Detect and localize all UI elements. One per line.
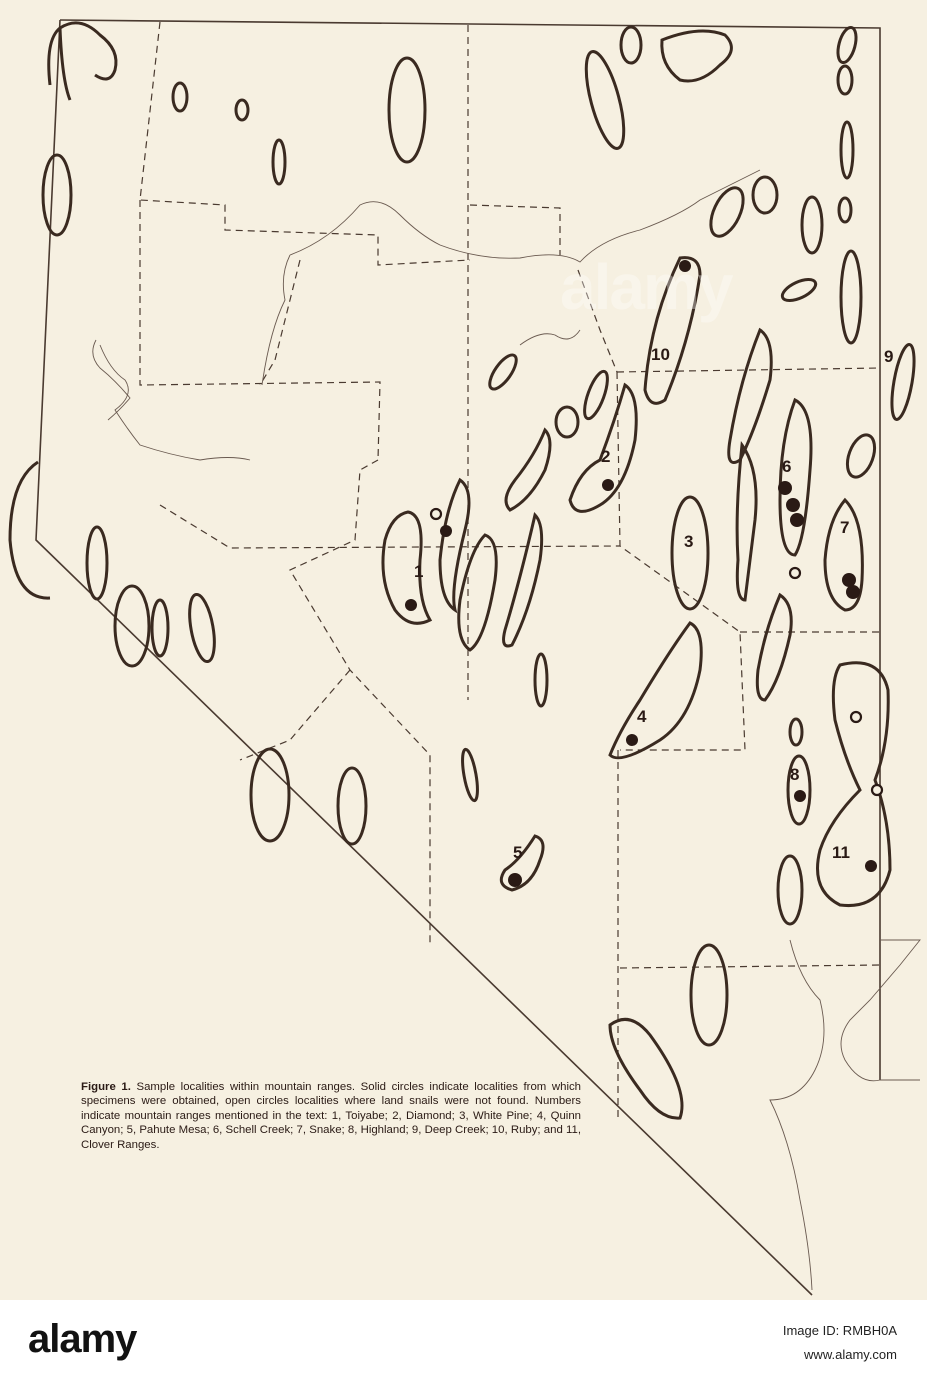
solid-locality-dot <box>405 599 417 611</box>
solid-locality-dot <box>786 498 800 512</box>
range-label-6: 6 <box>782 457 792 476</box>
open-locality-dot <box>790 568 800 578</box>
solid-locality-dot <box>794 790 806 802</box>
solid-locality-dot <box>865 860 877 872</box>
open-locality-dot <box>872 785 882 795</box>
range-outline <box>60 28 70 100</box>
county-boundaries <box>140 22 880 1120</box>
caption-label: Figure 1. <box>81 1081 131 1093</box>
range-label-8: 8 <box>790 765 800 784</box>
solid-localities <box>405 260 877 887</box>
solid-locality-dot <box>842 573 856 587</box>
watermark-footer <box>0 1300 927 1390</box>
range-label-1: 1 <box>414 562 424 581</box>
range-label-4: 4 <box>637 707 647 726</box>
range-label-10: 10 <box>651 345 670 364</box>
range-label-9: 9 <box>884 347 894 366</box>
solid-locality-dot <box>508 873 522 887</box>
range-label-5: 5 <box>513 843 523 862</box>
solid-locality-dot <box>846 585 860 599</box>
range-number-labels <box>414 345 893 862</box>
range-label-3: 3 <box>684 532 694 551</box>
range-label-2: 2 <box>601 447 611 466</box>
solid-locality-dot <box>440 525 452 537</box>
solid-locality-dot <box>790 513 804 527</box>
solid-locality-dot <box>602 479 614 491</box>
figure-caption <box>81 1080 581 1152</box>
solid-locality-dot <box>626 734 638 746</box>
caption-text: Sample localities within mountain ranges. Solid circles indicate localities from which specimens were obtained, open circles localities where land snails were not found. Numbers indicate mountain ranges mentioned in the text: 1, Toiyabe; 2, Diamond; 3, White Pine; 4, Quinn Canyon; 5, Pahute Mesa; 6, Schell Creek; 7, Snake; 8, Highland; 9, Deep Creek; 10, Ruby; and 11, Clover Ranges. <box>81 1081 581 1151</box>
open-locality-dot <box>431 509 441 519</box>
watermark-overlay: alamy <box>560 251 732 323</box>
open-locality-dot <box>851 712 861 722</box>
mountain-ranges <box>10 23 918 1118</box>
solid-locality-dot <box>778 481 792 495</box>
stock-url-text: www.alamy.com <box>804 1347 897 1362</box>
range-label-7: 7 <box>840 518 850 537</box>
range-label-11: 11 <box>832 843 850 862</box>
alamy-logo: alamy <box>28 1317 137 1361</box>
image-id-text: Image ID: RMBH0A <box>782 1323 897 1338</box>
open-localities <box>431 509 882 795</box>
